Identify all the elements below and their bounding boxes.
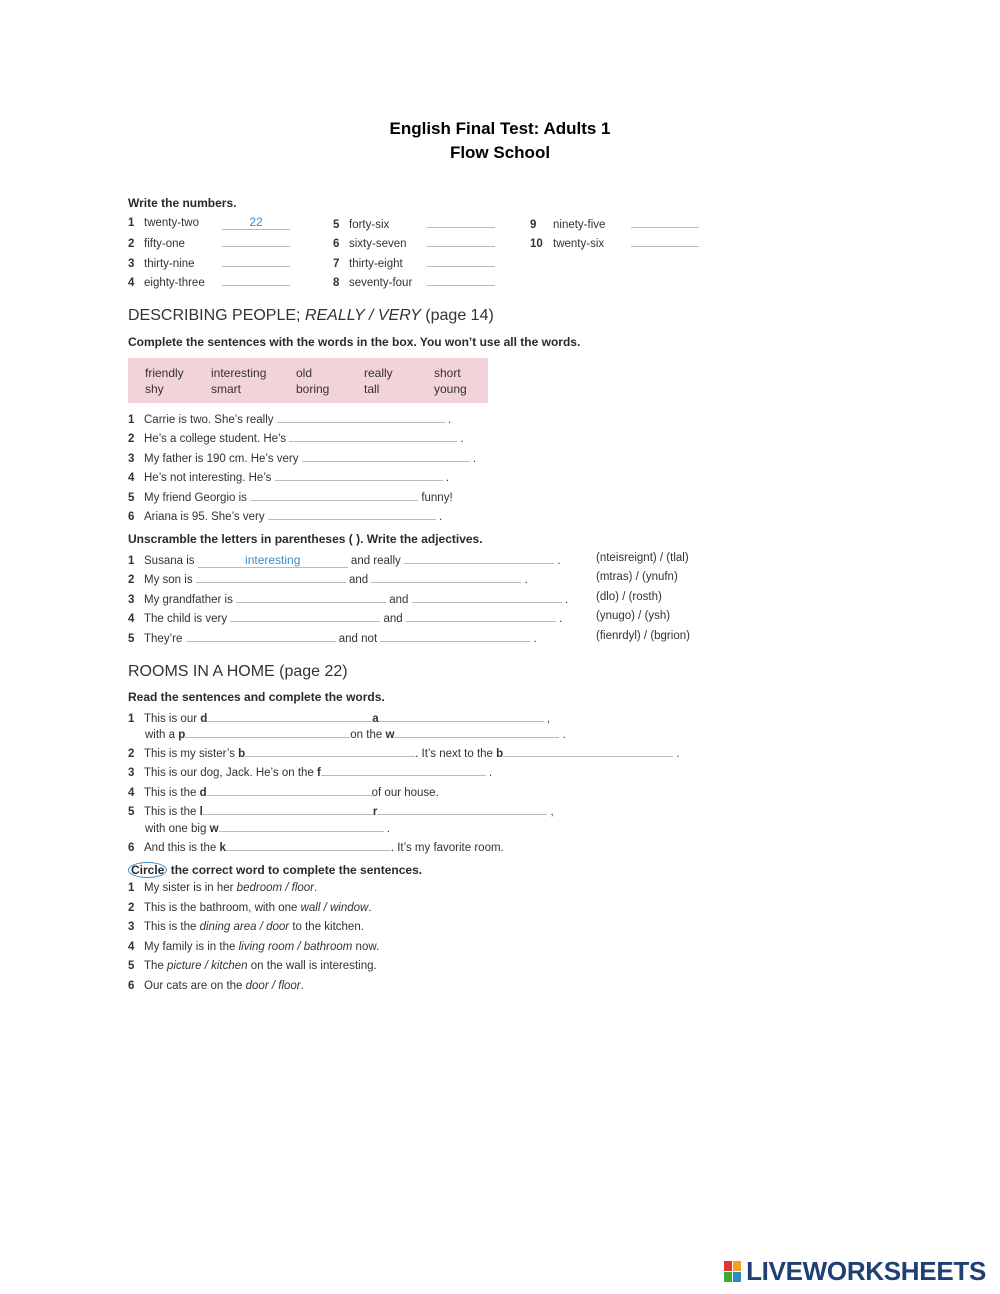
word-box-item: young <box>434 382 467 396</box>
number-item: 6 sixty-seven <box>333 235 495 250</box>
word-box-item: short <box>434 366 461 380</box>
number-answer[interactable] <box>222 235 290 247</box>
describing-sentence: 3 My father is 190 cm. He’s very . <box>128 450 476 465</box>
rooms-sentence: 3 This is our dog, Jack. He’s on the f . <box>128 764 492 779</box>
word-box-item: interesting <box>211 366 267 380</box>
number-answer[interactable] <box>427 274 495 286</box>
unscramble-instruction: Unscramble the letters in parentheses ( ). Write the adjectives. <box>128 532 483 546</box>
number-item: 2 fifty-one <box>128 235 290 250</box>
word-box-item: really <box>364 366 393 380</box>
answer-blank[interactable] <box>380 630 530 642</box>
describing-instruction: Complete the sentences with the words in the box. You won’t use all the words. <box>128 335 581 349</box>
number-item: 4 eighty-three <box>128 274 290 289</box>
word-box-item: smart <box>211 382 241 396</box>
number-answer[interactable] <box>631 216 699 228</box>
circle-word: Circle <box>128 862 167 878</box>
describing-sentence: 4 He’s not interesting. He’s . <box>128 469 449 484</box>
unscramble-hint: (mtras) / (ynufn) <box>596 571 678 583</box>
answer-blank[interactable] <box>503 745 673 757</box>
rooms-sentence: 4 This is the d of our house. <box>128 784 439 799</box>
answer-blank[interactable] <box>379 710 544 722</box>
describing-title: DESCRIBING PEOPLE; REALLY / VERY (page 14) <box>128 307 494 324</box>
answer-blank[interactable] <box>207 710 372 722</box>
circle-item: 2 This is the bathroom, with one wall / window. <box>128 902 372 914</box>
school-name: Flow School <box>449 143 551 162</box>
rooms-sentence-cont: with one big w . <box>145 820 390 835</box>
number-answer[interactable] <box>427 216 495 228</box>
word-box-item: boring <box>296 382 330 396</box>
number-item: 5 forty-six <box>333 216 495 231</box>
answer-blank[interactable] <box>236 591 386 603</box>
page-title: English Final Test: Adults 1 <box>389 119 611 138</box>
circle-item: 5 The picture / kitchen on the wall is interesting. <box>128 960 377 972</box>
rooms-sentence: 2 This is my sister’s b . It’s next to the b . <box>128 745 680 760</box>
circle-item: 1 My sister is in her bedroom / floor. <box>128 882 318 894</box>
circle-options[interactable]: wall / window <box>300 902 369 914</box>
circle-item: 3 This is the dining area / door to the kitchen. <box>128 921 364 933</box>
liveworksheets-logo: LIVEWORKSHEETS <box>724 1256 986 1287</box>
answer-blank[interactable] <box>321 764 486 776</box>
answer-blank[interactable] <box>268 508 436 520</box>
rooms-sentence-cont: with a p on the w . <box>145 726 566 741</box>
number-item: 9 ninety-five <box>530 216 699 231</box>
number-item: 10 twenty-six <box>530 235 699 250</box>
number-item: 3 thirty-nine <box>128 255 290 270</box>
number-item: 7 thirty-eight <box>333 255 495 270</box>
circle-item: 4 My family is in the living room / bathroom now. <box>128 941 380 953</box>
answer-blank[interactable] <box>186 630 336 642</box>
answer-blank[interactable]: interesting <box>198 554 348 568</box>
unscramble-item: 3 My grandfather is and . <box>128 591 568 606</box>
answer-blank[interactable] <box>371 571 521 583</box>
numbers-heading: Write the numbers. <box>128 196 237 210</box>
word-box-item: shy <box>145 382 164 396</box>
rooms-instruction: Read the sentences and complete the words. <box>128 690 385 704</box>
circle-options[interactable]: living room / bathroom <box>238 941 353 953</box>
number-answer[interactable] <box>427 255 495 267</box>
answer-blank[interactable] <box>245 745 415 757</box>
circle-item: 6 Our cats are on the door / floor. <box>128 980 304 992</box>
answer-blank[interactable] <box>207 784 372 796</box>
unscramble-item: 4 The child is very and . <box>128 610 562 625</box>
answer-blank[interactable] <box>406 610 556 622</box>
answer-blank[interactable] <box>230 610 380 622</box>
unscramble-hint: (nteisreignt) / (tlal) <box>596 552 689 564</box>
answer-blank[interactable] <box>277 411 445 423</box>
answer-blank[interactable] <box>302 450 470 462</box>
unscramble-item: 2 My son is and . <box>128 571 528 586</box>
rooms-sentence: 1 This is our d a , <box>128 710 550 725</box>
answer-blank[interactable] <box>412 591 562 603</box>
number-answer[interactable] <box>427 235 495 247</box>
unscramble-item: 1 Susana is interesting and really . <box>128 553 561 567</box>
answer-blank[interactable] <box>226 839 391 851</box>
circle-options[interactable]: picture / kitchen <box>167 960 248 972</box>
answer-blank[interactable] <box>250 489 418 501</box>
word-box-item: old <box>296 366 313 380</box>
number-answer[interactable]: 22 <box>222 216 290 230</box>
liveworksheets-mark-icon <box>724 1261 742 1283</box>
number-answer[interactable] <box>222 255 290 267</box>
number-item: 1 twenty-two 22 <box>128 216 290 230</box>
circle-options[interactable]: door / floor <box>245 980 301 992</box>
unscramble-hint: (ynugo) / (ysh) <box>596 610 671 622</box>
unscramble-item: 5 They’re and not . <box>128 630 537 645</box>
answer-blank[interactable] <box>377 803 547 815</box>
answer-blank[interactable] <box>275 469 443 481</box>
word-box <box>128 358 488 403</box>
number-answer[interactable] <box>631 235 699 247</box>
circle-options[interactable]: bedroom / floor <box>236 882 315 894</box>
rooms-title: ROOMS IN A HOME (page 22) <box>128 663 348 680</box>
circle-options[interactable]: dining area / door <box>199 921 290 933</box>
number-answer[interactable] <box>222 274 290 286</box>
describing-sentence: 2 He’s a college student. He’s . <box>128 430 464 445</box>
answer-blank[interactable] <box>185 726 350 738</box>
answer-blank[interactable] <box>404 552 554 564</box>
describing-sentence: 5 My friend Georgio is funny! <box>128 489 453 504</box>
describing-sentence: 6 Ariana is 95. She’s very . <box>128 508 442 523</box>
circle-instruction: Circle the correct word to complete the sentences. <box>128 863 422 877</box>
rooms-sentence: 6 And this is the k . It’s my favorite room. <box>128 839 504 854</box>
answer-blank[interactable] <box>196 571 346 583</box>
unscramble-hint: (dlo) / (rosth) <box>596 591 662 603</box>
unscramble-hint: (fienrdyl) / (bgrion) <box>596 630 690 642</box>
word-box-item: friendly <box>145 366 184 380</box>
answer-blank[interactable] <box>219 820 384 832</box>
answer-blank[interactable] <box>394 726 559 738</box>
word-box-item: tall <box>364 382 380 396</box>
answer-blank[interactable] <box>203 803 373 815</box>
rooms-sentence: 5 This is the l r , <box>128 803 554 818</box>
describing-sentence: 1 Carrie is two. She’s really . <box>128 411 451 426</box>
number-item: 8 seventy-four <box>333 274 495 289</box>
answer-blank[interactable] <box>289 430 457 442</box>
